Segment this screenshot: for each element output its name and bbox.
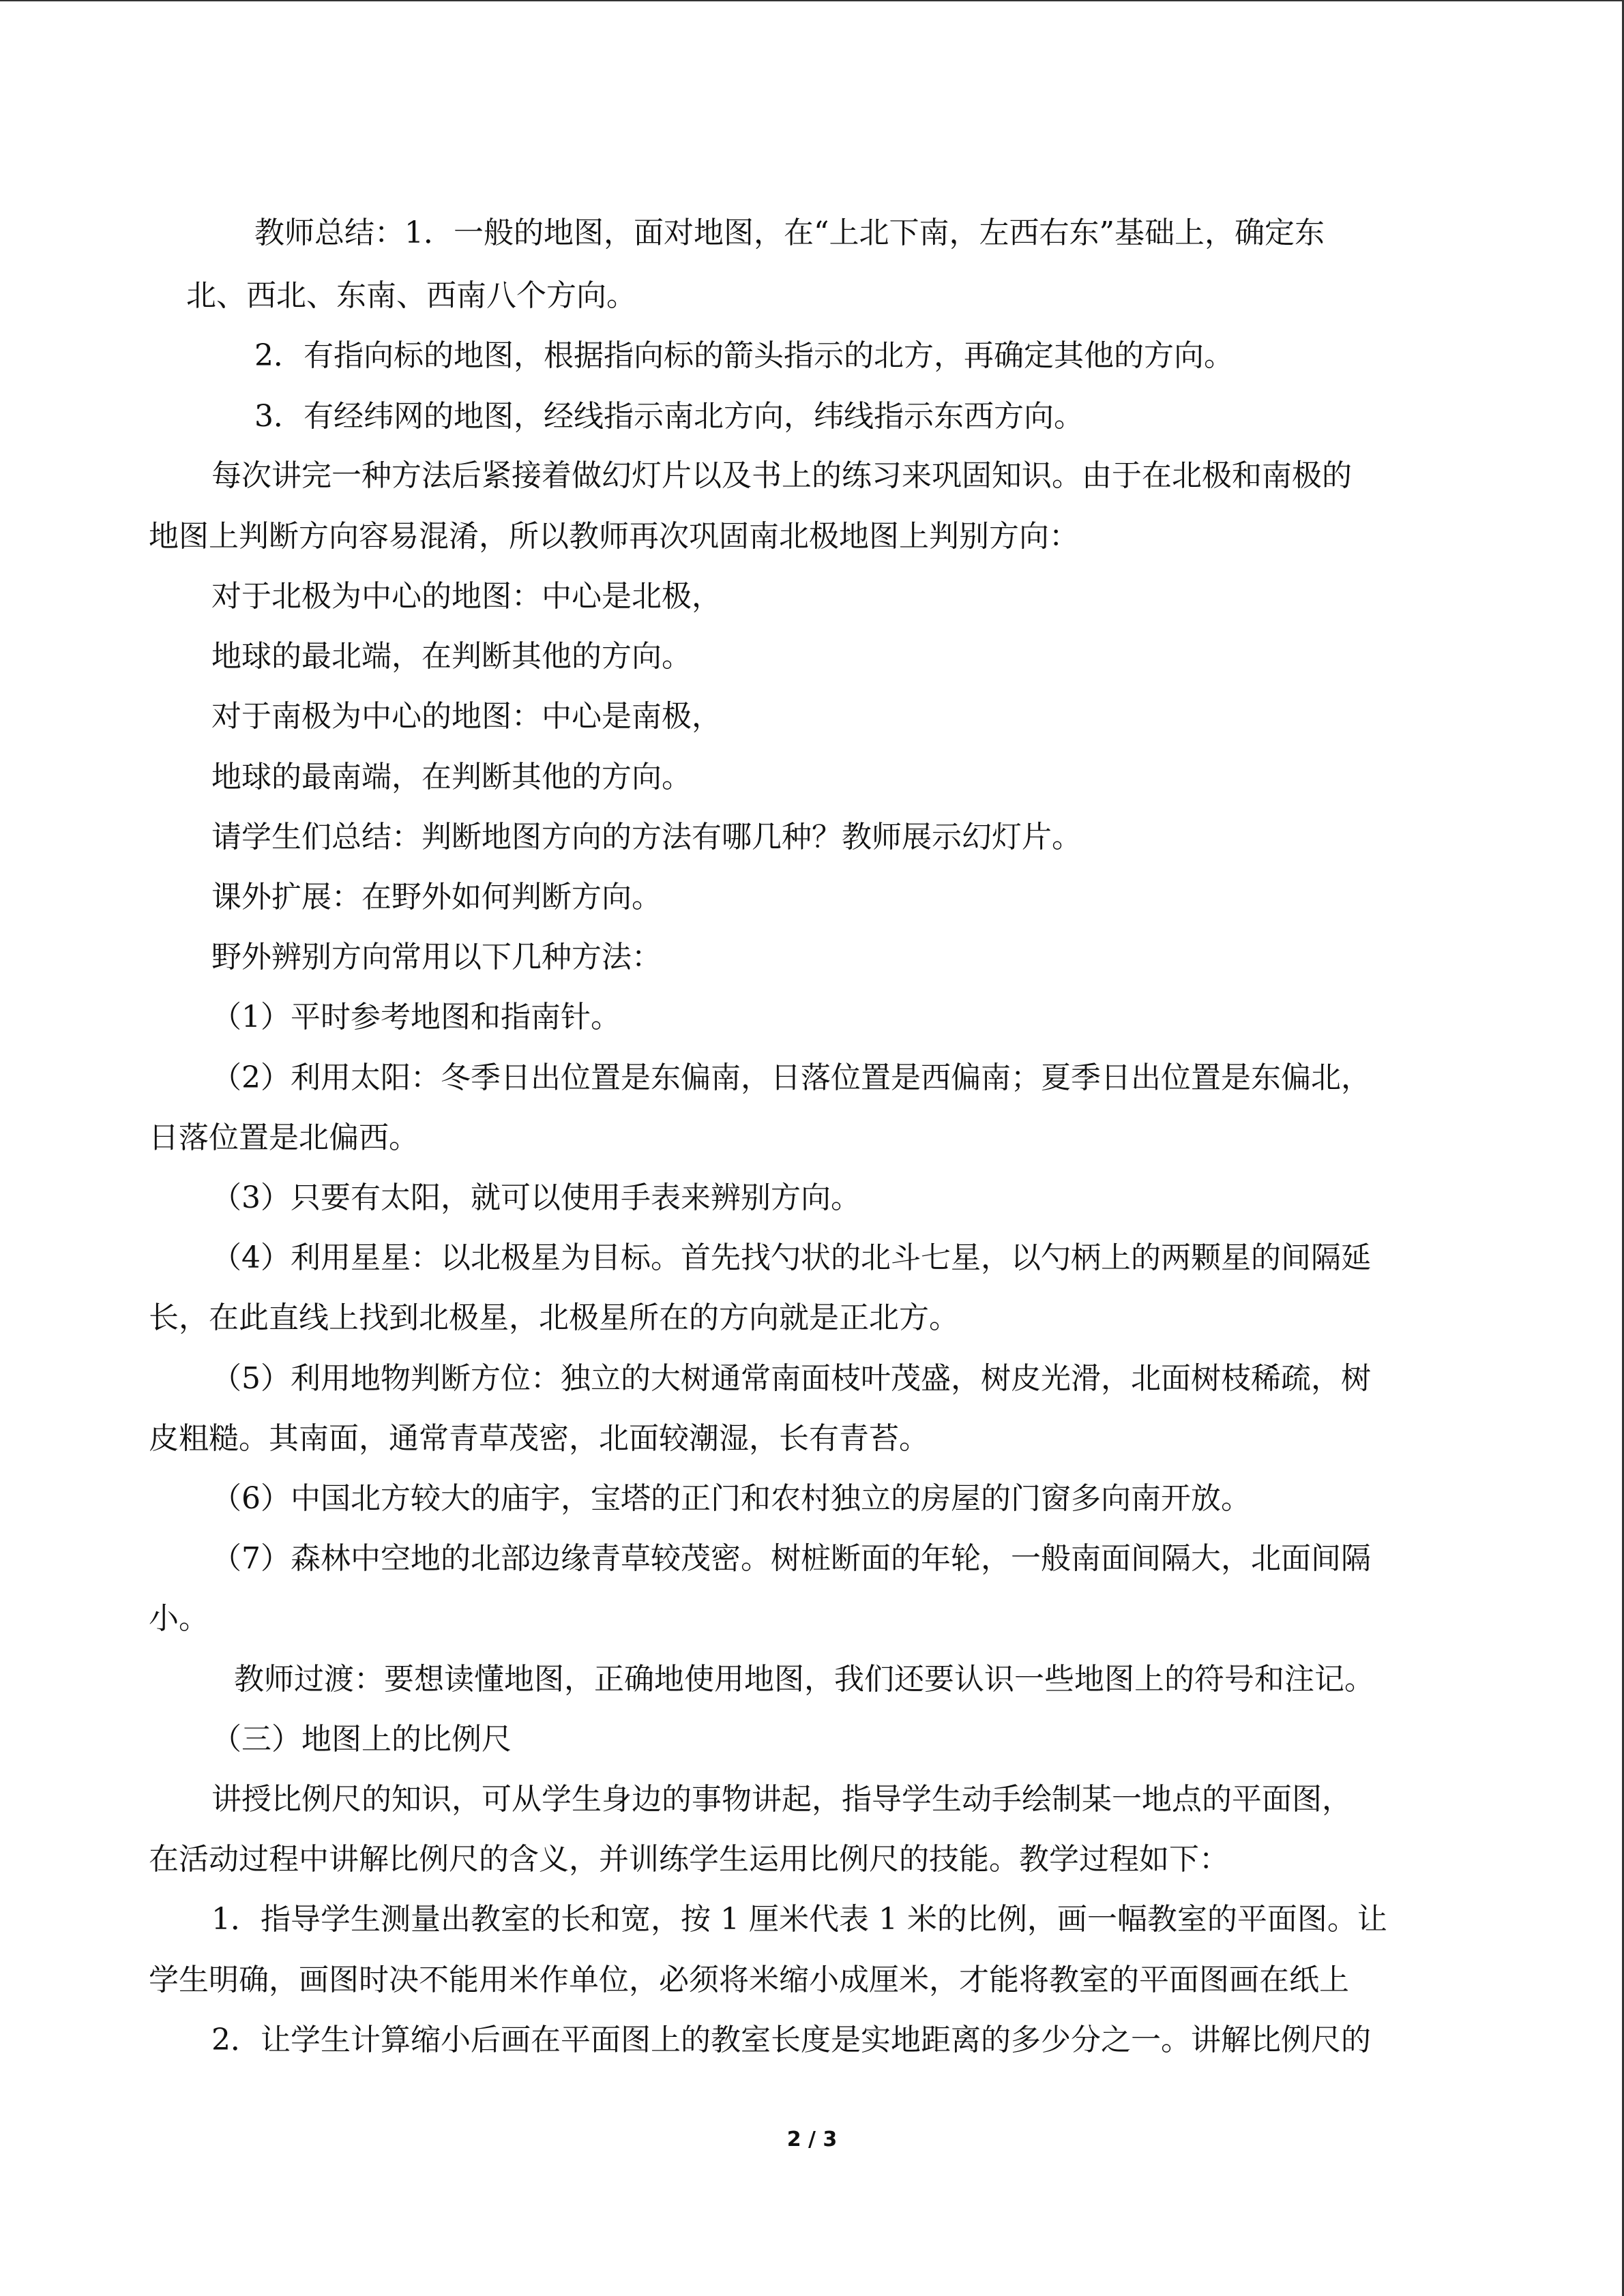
text-line: 皮粗糙。其南面，通常青草茂密，北面较潮湿，长有青苔。 <box>149 1421 929 1456</box>
text-line: 小。 <box>149 1601 209 1636</box>
text-line: 对于北极为中心的地图：中心是北极， <box>211 579 722 614</box>
text-line: （3）只要有太阳，就可以使用手表来辨别方向。 <box>211 1180 861 1215</box>
text-line: 日落位置是北偏西。 <box>149 1120 419 1155</box>
text-line: （1）平时参考地图和指南针。 <box>211 1000 621 1034</box>
text-line: 长，在此直线上找到北极星，北极星所在的方向就是正北方。 <box>149 1300 959 1335</box>
text-line: 北、西北、东南、西南八个方向。 <box>186 278 636 313</box>
text-line: 在活动过程中讲解比例尺的含义，并训练学生运用比例尺的技能。教学过程如下： <box>149 1842 1229 1877</box>
page-top-border <box>0 0 1623 1</box>
text-line: 2．有指向标的地图，根据指向标的箭头指示的北方，再确定其他的方向。 <box>254 338 1234 373</box>
text-line: 教师过渡：要想读懂地图，正确地使用地图，我们还要认识一些地图上的符号和注记。 <box>234 1662 1374 1697</box>
text-line: 1．指导学生测量出教室的长和宽，按 1 厘米代表 1 米的比例，画一幅教室的平面图。让 <box>211 1902 1387 1937</box>
text-line: 地球的最北端，在判断其他的方向。 <box>211 639 692 674</box>
text-line: 野外辨别方向常用以下几种方法： <box>211 940 662 974</box>
text-line: 地球的最南端，在判断其他的方向。 <box>211 760 692 794</box>
text-line: 学生明确，画图时决不能用米作单位，必须将米缩小成厘米，才能将教室的平面图画在纸上 <box>149 1963 1349 1997</box>
text-line: 每次讲完一种方法后紧接着做幻灯片以及书上的练习来巩固知识。由于在北极和南极的 <box>211 458 1352 493</box>
text-line: （6）中国北方较大的庙宇，宝塔的正门和农村独立的房屋的门窗多向南开放。 <box>211 1481 1251 1516</box>
text-line: 课外扩展：在野外如何判断方向。 <box>211 880 662 914</box>
text-line: （4）利用星星：以北极星为目标。首先找勺状的北斗七星，以勺柄上的两颗星的间隔延 <box>211 1240 1371 1275</box>
text-line: 请学生们总结：判断地图方向的方法有哪几种？教师展示幻灯片。 <box>211 820 1082 854</box>
text-line: （2）利用太阳：冬季日出位置是东偏南，日落位置是西偏南；夏季日出位置是东偏北， <box>211 1060 1371 1095</box>
page-number: 2 / 3 <box>786 2128 838 2151</box>
text-line: 对于南极为中心的地图：中心是南极， <box>211 699 722 734</box>
text-line: 讲授比例尺的知识，可从学生身边的事物讲起，指导学生动手绘制某一地点的平面图， <box>211 1782 1352 1817</box>
text-line: 地图上判断方向容易混淆，所以教师再次巩固南北极地图上判别方向： <box>149 519 1079 554</box>
text-line: 3．有经纬网的地图，经线指示南北方向，纬线指示东西方向。 <box>254 399 1084 434</box>
text-line: 教师总结：1．一般的地图，面对地图，在“上北下南，左西右东”基础上，确定东 <box>254 215 1325 250</box>
text-line: （7）森林中空地的北部边缘青草较茂密。树桩断面的年轮，一般南面间隔大，北面间隔 <box>211 1541 1371 1576</box>
text-line: 2．让学生计算缩小后画在平面图上的教室长度是实地距离的多少分之一。讲解比例尺的 <box>211 2023 1371 2057</box>
text-line: （5）利用地物判断方位：独立的大树通常南面枝叶茂盛，树皮光滑，北面树枝稀疏，树 <box>211 1361 1371 1396</box>
text-line: （三）地图上的比例尺 <box>211 1722 512 1757</box>
